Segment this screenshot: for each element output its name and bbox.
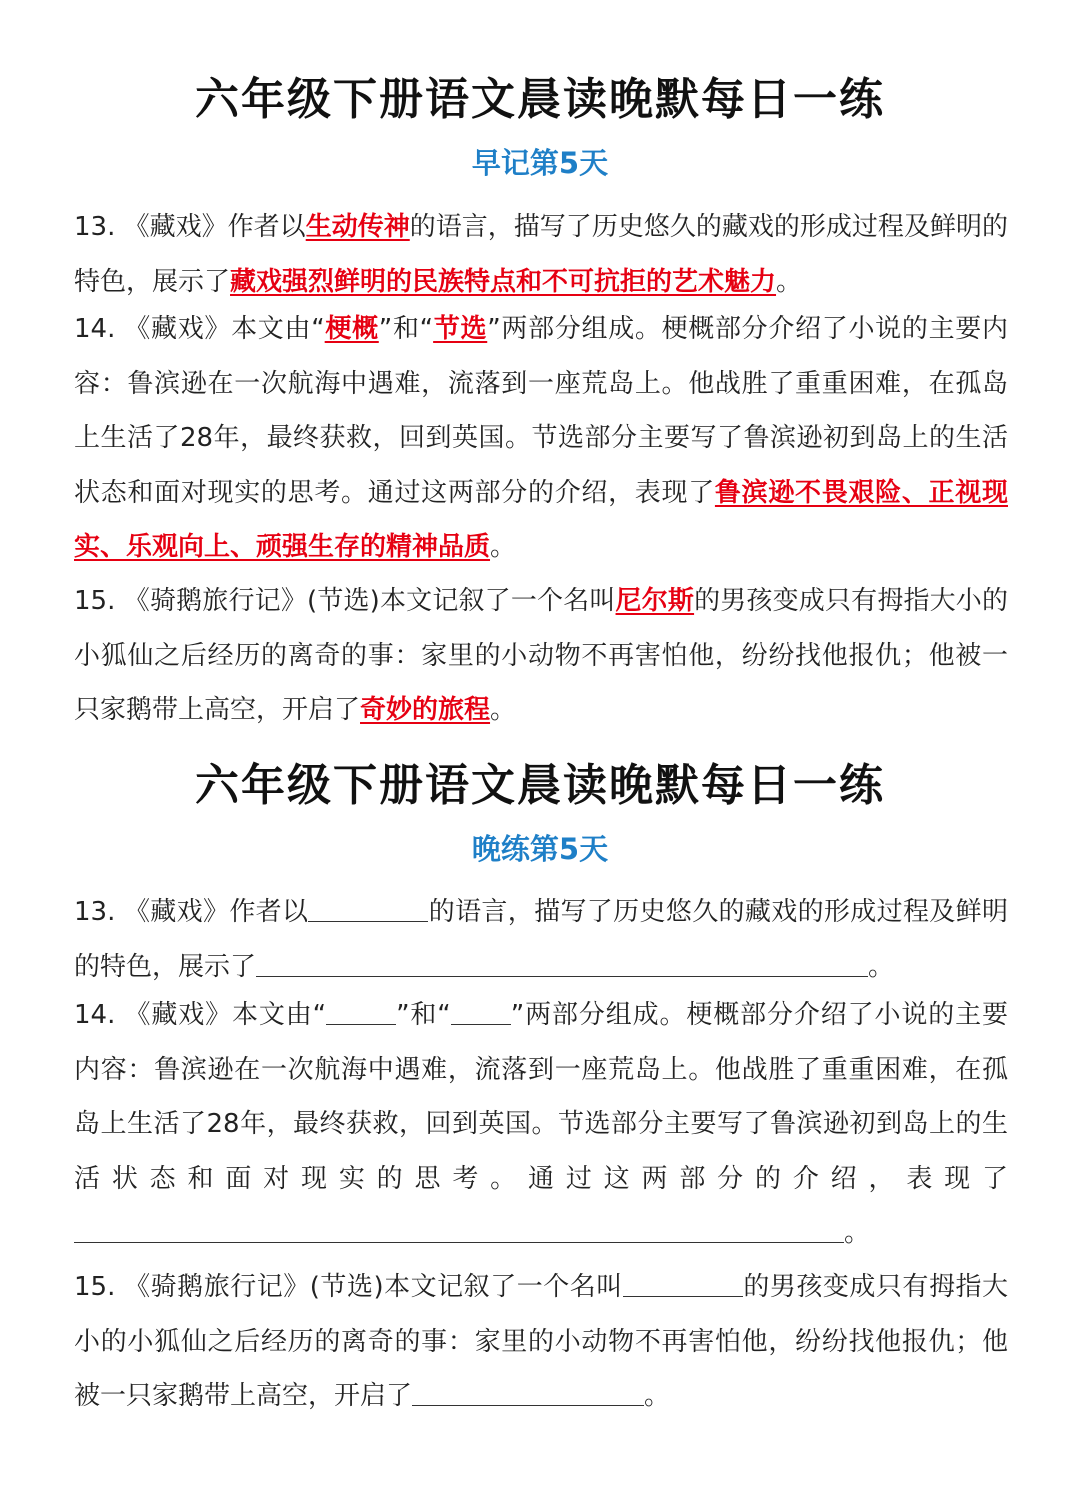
- answer-blank[interactable]: [412, 1377, 644, 1406]
- evening-question-13: [74, 885, 1008, 994]
- answer-blank[interactable]: [451, 996, 511, 1025]
- question-text: ”和“: [378, 314, 434, 344]
- question-text: 13. 《藏戏》作者以: [74, 897, 309, 927]
- morning-question-13: [74, 200, 1008, 309]
- evening-question-14: [74, 988, 1008, 1261]
- question-text: 。: [844, 1218, 871, 1248]
- question-text: ”两部分组成。梗概部分介绍了小说的主要内容：鲁滨逊在一次航海中遇难，流落到一座荒岛上。他战胜了重重困难，在孤岛上生活了28年，最终获救，回到英国。节选部分主要写了鲁滨逊初到岛上的生活状态和面对现实的思考。通过这两部分的介绍，表现了: [74, 314, 1008, 508]
- question-text: 的语言，描写了历史悠久的藏戏的形成过程及鲜明的特色，展示了: [74, 897, 1008, 982]
- question-text: 。: [644, 1381, 671, 1411]
- answer-text: 节选: [433, 314, 488, 344]
- morning-question-15: [74, 574, 1008, 738]
- question-text: 13. 《藏戏》作者以: [74, 212, 306, 242]
- answer-text: 梗概: [324, 314, 379, 344]
- question-text: 15. 《骑鹅旅行记》(节选)本文记叙了一个名叫: [74, 1272, 623, 1302]
- answer-text: 尼尔斯: [615, 586, 695, 616]
- morning-title: 六年级下册语文晨读晚默每日一练: [195, 74, 885, 125]
- question-text: ”和“: [396, 1000, 451, 1030]
- question-text: 14. 《藏戏》本文由“: [74, 1000, 327, 1030]
- question-text: 的男孩变成只有拇指大小的小狐仙之后经历的离奇的事：家里的小动物不再害怕他，纷纷找他报仇；他被一只家鹅带上高空，开启了: [74, 586, 1008, 725]
- question-text: 14. 《藏戏》本文由“: [74, 314, 325, 344]
- evening-subtitle: 晚练第5天: [471, 832, 609, 866]
- answer-blank[interactable]: [308, 893, 428, 922]
- morning-question-14: [74, 302, 1008, 575]
- question-text: 15. 《骑鹅旅行记》(节选)本文记叙了一个名叫: [74, 586, 616, 616]
- question-text: 的男孩变成只有拇指大小的小狐仙之后经历的离奇的事：家里的小动物不再害怕他，纷纷找他报仇；他被一只家鹅带上高空，开启了: [74, 1272, 1008, 1411]
- answer-text: 生动传神: [305, 212, 410, 242]
- question-text: 。: [490, 695, 517, 725]
- evening-title: 六年级下册语文晨读晚默每日一练: [195, 760, 885, 811]
- answer-blank[interactable]: [256, 948, 868, 977]
- question-text: ”两部分组成。梗概部分介绍了小说的主要内容：鲁滨逊在一次航海中遇难，流落到一座荒岛上。他战胜了重重困难，在孤岛上生活了28年，最终获救，回到英国。节选部分主要写了鲁滨逊初到岛上的生活状态和面对现实的思考。通过这两部分的介绍，表现了: [74, 1000, 1008, 1194]
- question-text: 。: [490, 532, 517, 562]
- question-text: 的语言，描写了历史悠久的藏戏的形成过程及鲜明的特色，展示了: [74, 212, 1008, 297]
- answer-blank[interactable]: [74, 1214, 844, 1243]
- morning-subtitle: 早记第5天: [471, 146, 609, 180]
- evening-question-15: [74, 1260, 1008, 1424]
- question-text: 。: [776, 266, 803, 297]
- answer-blank[interactable]: [623, 1268, 743, 1297]
- answer-blank[interactable]: [326, 996, 396, 1025]
- answer-text: 鲁滨逊不畏艰险、正视现实、乐观向上、顽强生存的精神品质: [74, 477, 1008, 562]
- answer-text: 奇妙的旅程: [360, 695, 491, 725]
- question-text: 。: [868, 951, 895, 982]
- answer-text: 藏戏强烈鲜明的民族特点和不可抗拒的艺术魅力: [230, 266, 777, 297]
